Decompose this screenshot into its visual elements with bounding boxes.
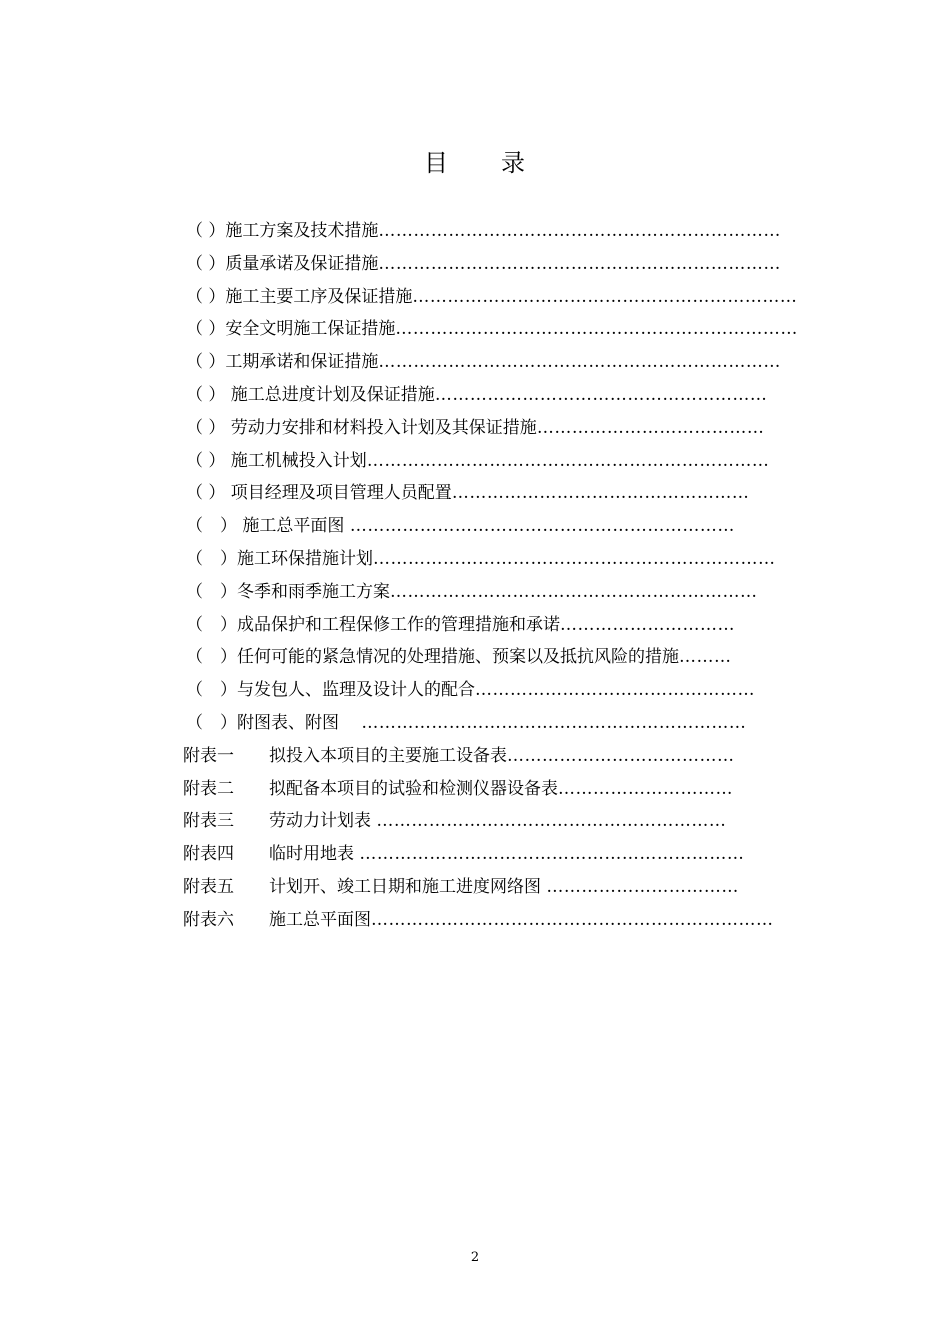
appendix-code: 附表三: [183, 811, 234, 832]
toc-entry-label: （ ）施工环保措施计划: [186, 549, 373, 569]
toc-entry[interactable]: [186, 346, 801, 379]
toc-entry-label: （ ）安全文明施工保证措施: [186, 319, 396, 340]
toc-entry-label: （ ）附图表、附图: [186, 713, 362, 733]
toc-entry[interactable]: [186, 707, 791, 740]
appendix-label: 拟配备本项目的试验和检测仪器设备表: [269, 778, 558, 799]
toc-entry[interactable]: [186, 510, 791, 543]
appendix-code: 附表五: [183, 877, 234, 897]
toc-entry-label: （ ） 劳动力安排和材料投入计划及其保证措施: [186, 417, 537, 438]
appendix-entry[interactable]: [183, 838, 778, 871]
toc-entry[interactable]: [186, 281, 801, 314]
appendix-entry[interactable]: [183, 871, 788, 904]
toc-entry[interactable]: [186, 379, 791, 412]
toc-entry[interactable]: [186, 477, 791, 510]
toc-entry-leader: …………………………………………………: [434, 385, 768, 405]
toc-entry-label: （ ） 施工机械投入计划: [186, 450, 367, 471]
toc-entry[interactable]: [186, 674, 791, 707]
appendix-leader: ……………………………………………………: [376, 811, 727, 832]
appendix-leader: …………………………: [558, 778, 733, 799]
appendix-leader: ……………………………………………………………: [371, 909, 774, 930]
toc-entry-label: （ ）施工主要工序及保证措施: [186, 286, 413, 307]
toc-entry[interactable]: [186, 412, 791, 445]
appendix-label: 临时用地表: [269, 844, 360, 865]
appendix-code: 附表二: [183, 778, 234, 799]
title-char-right: 录: [501, 149, 526, 177]
toc-entry-leader: ………………………………………………………: [390, 581, 758, 602]
appendix-leader: …………………………………: [507, 745, 735, 766]
title-char-left: 目: [424, 149, 449, 177]
appendix-leader: ……………………………: [546, 877, 739, 897]
appendix-leader: …………………………………………………………: [359, 844, 745, 865]
appendix-label: 拟投入本项目的主要施工设备表: [269, 745, 507, 766]
toc-entry[interactable]: [186, 641, 791, 674]
appendix-code: 附表四: [183, 844, 234, 865]
toc-entry-leader: …………………………: [560, 614, 735, 635]
appendix-label: 计划开、竣工日期和施工进度网络图: [269, 877, 547, 897]
toc-entry-label: （ ）施工方案及技术措施: [186, 221, 379, 241]
appendix-entry[interactable]: [183, 904, 788, 937]
toc-entry-leader: ……………………………………………………………: [373, 549, 776, 569]
toc-entry-label: （ ）质量承诺及保证措施: [186, 253, 379, 274]
toc-entry[interactable]: [186, 313, 801, 346]
toc-entry[interactable]: [186, 576, 791, 609]
toc-entry-label: （ ）任何可能的紧急情况的处理措施、预案以及抵抗风险的措施: [186, 647, 679, 668]
toc-entry[interactable]: [186, 248, 801, 281]
toc-entry-leader: ……………………………………………: [451, 483, 750, 504]
toc-entry[interactable]: [186, 215, 801, 248]
toc-entry-label: （ ）冬季和雨季施工方案: [186, 581, 390, 602]
toc-entry-label: （ ） 项目经理及项目管理人员配置: [186, 483, 452, 504]
toc-entry-leader: ……………………………………………………………: [395, 319, 798, 340]
page-number: 2: [470, 1250, 480, 1265]
appendix-code: 附表六: [183, 909, 234, 930]
appendix-entry[interactable]: [183, 773, 788, 806]
toc-entry-leader: ……………………………………………………………: [378, 352, 781, 373]
toc-entry-leader: ……………………………………………………………: [378, 221, 781, 241]
toc-entry-leader: ……………………………………………………………: [366, 450, 770, 471]
toc-entry-leader: …………………………………………………………: [349, 516, 735, 537]
toc-entry-label: （ ） 施工总进度计划及保证措施: [186, 385, 435, 405]
page-title: [0, 143, 950, 178]
appendix-label: 劳动力计划表: [269, 811, 377, 832]
toc-entry-label: （ ）与发包人、监理及设计人的配合: [186, 680, 475, 701]
toc-entry[interactable]: [186, 445, 791, 478]
toc-entry-leader: …………………………………………………………: [361, 713, 747, 733]
toc-entry-label: （ ）工期承诺和保证措施: [186, 352, 379, 373]
toc-entry-leader: ……………………………………………………………: [378, 253, 781, 274]
appendix-code: 附表一: [183, 745, 234, 766]
toc-entry[interactable]: [186, 543, 791, 576]
toc-entry[interactable]: [186, 609, 791, 642]
toc-entry-leader: ………: [679, 647, 732, 668]
appendix-label: 施工总平面图: [269, 909, 371, 930]
toc-entry-leader: …………………………………………: [475, 680, 755, 701]
toc-entry-leader: …………………………………: [536, 417, 765, 438]
toc-entry-leader: …………………………………………………………: [412, 286, 798, 307]
toc-entry-label: （ ） 施工总平面图: [186, 516, 350, 537]
appendix-entry[interactable]: [183, 740, 788, 773]
toc-entry-label: （ ）成品保护和工程保修工作的管理措施和承诺: [186, 614, 560, 635]
appendix-entry[interactable]: [183, 805, 778, 838]
